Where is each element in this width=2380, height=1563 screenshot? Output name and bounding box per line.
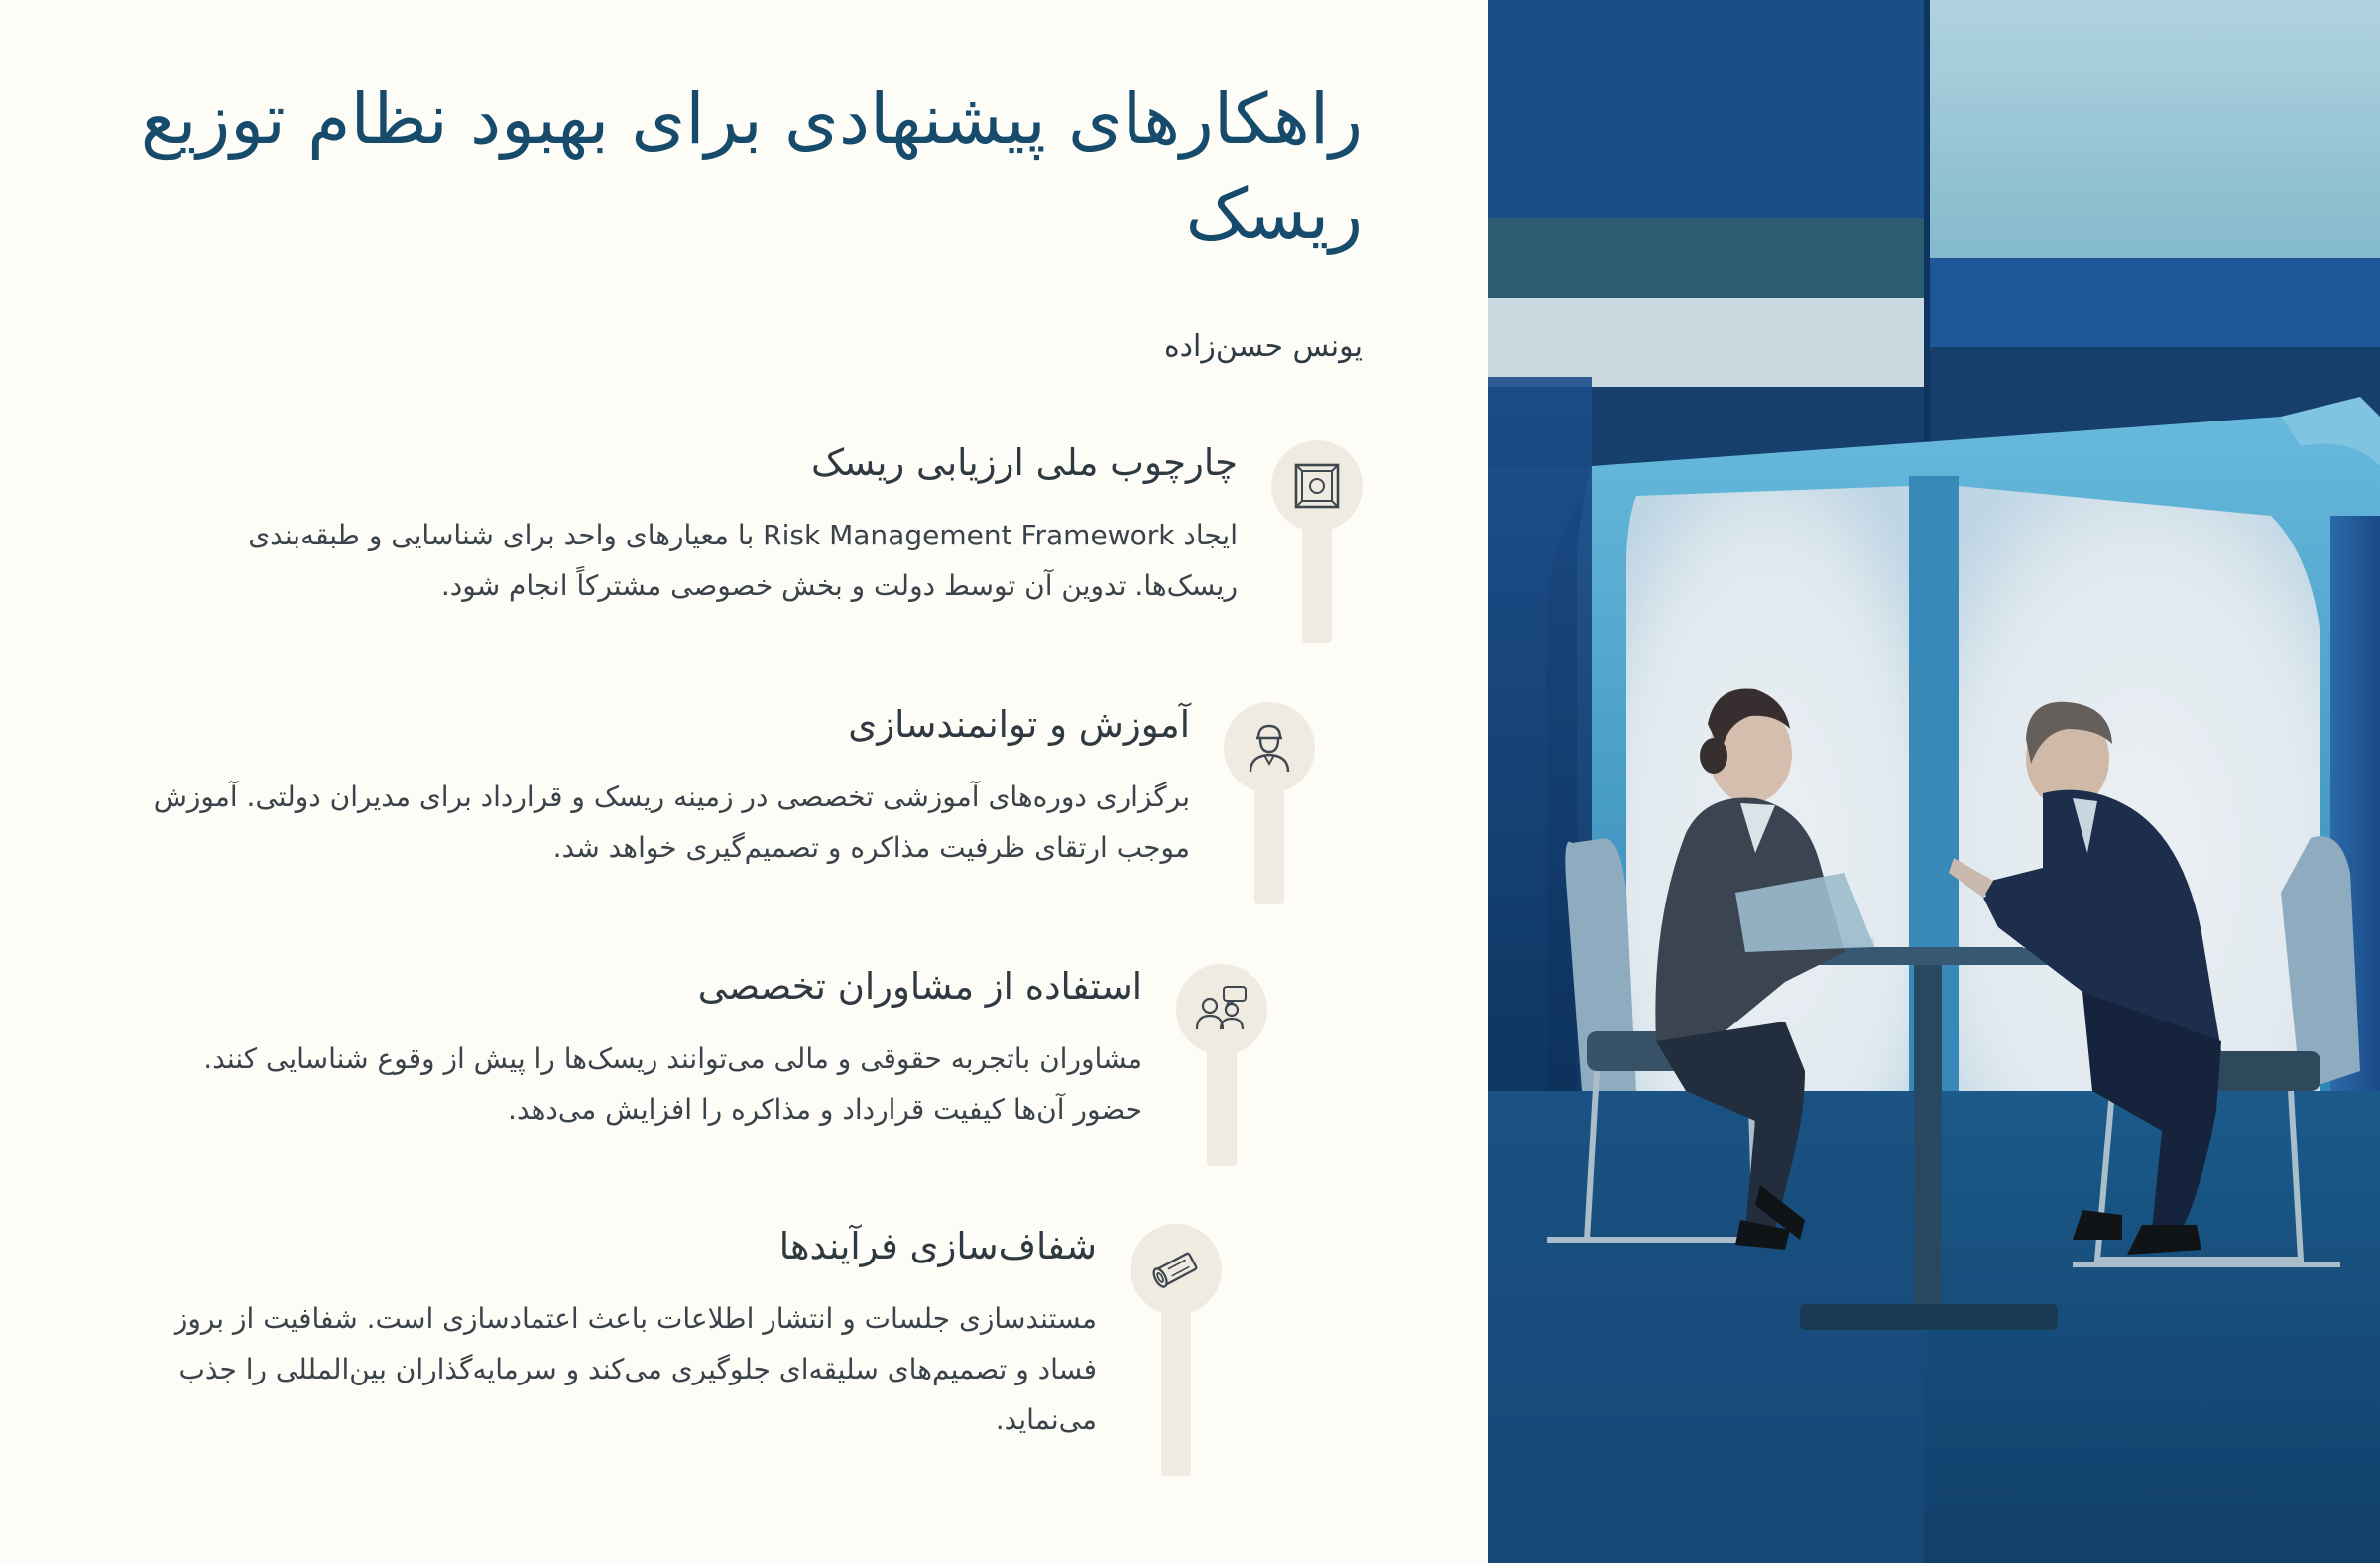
icon-stem: [1207, 1049, 1237, 1166]
item-body: مشاوران باتجربه حقوقی و مالی می‌توانند ریسک‌ها را پیش از وقوع شناسایی کنند. حضور آن‌ها کیفیت قرارداد و مذاکره را افزایش می‌دهد.: [203, 1042, 1142, 1126]
trainer-icon: [1245, 722, 1294, 774]
meeting-photo: [1488, 0, 2380, 1563]
document-scroll-icon: [1149, 1246, 1203, 1293]
icon-badge: [1271, 440, 1363, 532]
author-name: یونس حسن‌زاده: [1163, 329, 1363, 364]
framework-icon: [1291, 460, 1343, 512]
icon-stem: [1302, 526, 1332, 643]
item-title: استفاده از مشاوران تخصصی: [697, 965, 1142, 1008]
item-title: آموزش و توانمندسازی: [848, 703, 1190, 746]
icon-stem: [1161, 1309, 1191, 1476]
icon-badge: [1176, 964, 1267, 1055]
icon-stem: [1254, 787, 1284, 904]
page-title: راهکارهای پیشنهادی برای بهبود نظام توزیع ریسک: [140, 78, 1363, 255]
item-title: چارچوب ملی ارزیابی ریسک: [810, 441, 1238, 484]
icon-badge: [1130, 1224, 1222, 1315]
item-body: ایجاد Risk Management Framework با معیارهای واحد برای شناسایی و طبقه‌بندی ریسک‌ها. تدوین آن توسط دولت و بخش خصوصی مشترکاً انجام شود.: [248, 519, 1238, 602]
icon-badge: [1224, 702, 1315, 793]
item-body: مستندسازی جلسات و انتشار اطلاعات باعث اعتمادسازی است. شفافیت از بروز فساد و تصمیم‌های سلیقه‌ای جلوگیری می‌کند و سرمایه‌گذاران بین‌المللی را جذب می‌نماید.: [174, 1302, 1097, 1436]
item-body: برگزاری دوره‌های آموزشی تخصصی در زمینه ریسک و قرارداد برای مدیران دولتی. آموزش موجب ارتقای ظرفیت مذاکره و تصمیم‌گیری خواهد شد.: [153, 781, 1190, 864]
item-title: شفاف‌سازی فرآیندها: [778, 1225, 1097, 1267]
advisors-icon: [1194, 984, 1250, 1035]
